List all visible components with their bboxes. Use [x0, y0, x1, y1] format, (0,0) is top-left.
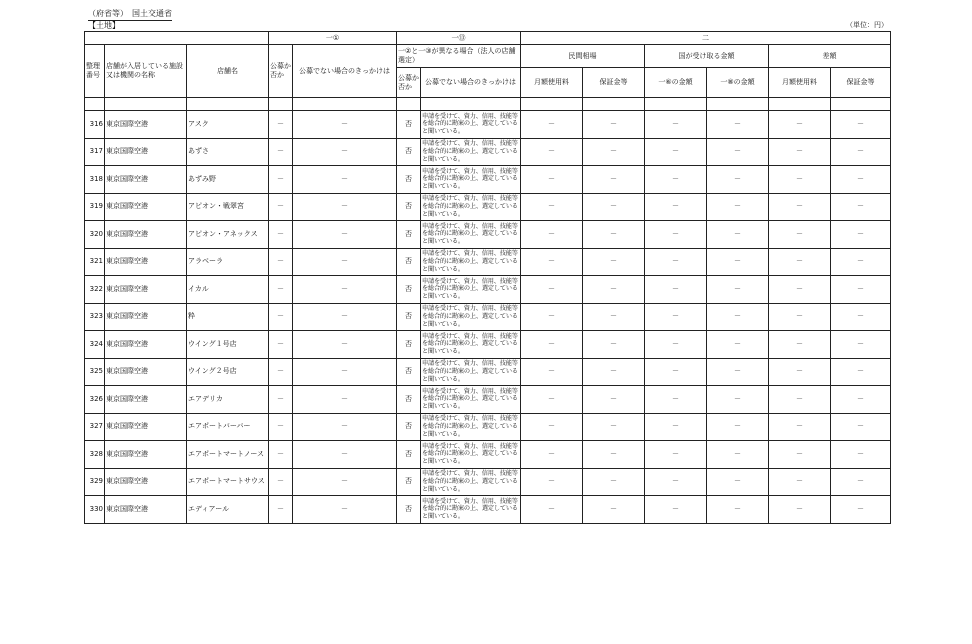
row-number: 328	[85, 441, 105, 469]
table-row	[85, 111, 891, 139]
header-reason-not-open2: 公募でない場合のきっかけは	[421, 68, 521, 98]
row-deposit2: －	[831, 496, 891, 524]
row-monthly-fee: －	[521, 386, 583, 414]
row-amount6: －	[645, 358, 707, 386]
header-facility: 店舗が入居している施設又は機関の名称	[105, 45, 187, 98]
header-group2: 二	[521, 32, 891, 45]
row-reason2: 申請を受けて、資力、信用、技能等を総合的に勘案の上、選定していると聞いている。	[421, 496, 521, 524]
row-deposit2: －	[831, 386, 891, 414]
row-reason: －	[293, 111, 397, 139]
row-amount8: －	[707, 358, 769, 386]
row-amount8: －	[707, 248, 769, 276]
row-amount8: －	[707, 303, 769, 331]
row-open-recruit: －	[269, 468, 293, 496]
row-monthly-fee: －	[521, 413, 583, 441]
header-state-receipt: 国が受け取る金額	[645, 45, 769, 68]
header-amount8: 一⑧の金額	[707, 68, 769, 98]
row-store-name: 粋	[187, 303, 269, 331]
row-open-recruit2: 否	[397, 276, 421, 304]
table-row	[85, 468, 891, 496]
row-number: 326	[85, 386, 105, 414]
row-amount8: －	[707, 166, 769, 194]
table-row	[85, 331, 891, 359]
row-facility: 東京国際空港	[105, 276, 187, 304]
row-reason2: 申請を受けて、資力、信用、技能等を総合的に勘案の上、選定していると聞いている。	[421, 138, 521, 166]
row-monthly-fee: －	[521, 248, 583, 276]
row-amount6: －	[645, 303, 707, 331]
row-monthly-fee: －	[521, 358, 583, 386]
row-deposit2: －	[831, 303, 891, 331]
row-number: 324	[85, 331, 105, 359]
header-group1: 一①	[269, 32, 397, 45]
row-open-recruit2: 否	[397, 193, 421, 221]
row-amount6: －	[645, 138, 707, 166]
row-monthly-fee: －	[521, 441, 583, 469]
row-amount6: －	[645, 221, 707, 249]
row-amount6: －	[645, 386, 707, 414]
row-open-recruit2: 否	[397, 496, 421, 524]
row-open-recruit2: 否	[397, 111, 421, 139]
row-monthly-fee: －	[521, 468, 583, 496]
row-reason: －	[293, 413, 397, 441]
row-reason: －	[293, 221, 397, 249]
header-open-recruit: 公募か否か	[269, 45, 293, 98]
row-reason: －	[293, 496, 397, 524]
row-number: 329	[85, 468, 105, 496]
row-reason2: 申請を受けて、資力、信用、技能等を総合的に勘案の上、選定していると聞いている。	[421, 413, 521, 441]
store-table	[84, 31, 891, 524]
row-amount6: －	[645, 331, 707, 359]
row-deposit2: －	[831, 248, 891, 276]
row-store-name: エアポートマートノース	[187, 441, 269, 469]
row-monthly-fee: －	[521, 111, 583, 139]
row-store-name: アラベーラ	[187, 248, 269, 276]
row-deposit2: －	[831, 138, 891, 166]
row-open-recruit2: 否	[397, 303, 421, 331]
row-reason2: 申請を受けて、資力、信用、技能等を総合的に勘案の上、選定していると聞いている。	[421, 276, 521, 304]
row-open-recruit: －	[269, 496, 293, 524]
row-deposit2: －	[831, 468, 891, 496]
row-number: 321	[85, 248, 105, 276]
row-monthly-fee2: －	[769, 166, 831, 194]
row-deposit: －	[583, 386, 645, 414]
header-deposit: 保証金等	[583, 68, 645, 98]
row-store-name: エディアール	[187, 496, 269, 524]
table-row	[85, 413, 891, 441]
row-monthly-fee2: －	[769, 358, 831, 386]
row-deposit2: －	[831, 331, 891, 359]
row-amount8: －	[707, 386, 769, 414]
header-market: 民間相場	[521, 45, 645, 68]
row-deposit: －	[583, 111, 645, 139]
row-monthly-fee: －	[521, 193, 583, 221]
row-number: 317	[85, 138, 105, 166]
row-open-recruit: －	[269, 303, 293, 331]
row-deposit2: －	[831, 358, 891, 386]
row-monthly-fee2: －	[769, 138, 831, 166]
row-monthly-fee: －	[521, 303, 583, 331]
row-open-recruit: －	[269, 441, 293, 469]
table-row	[85, 193, 891, 221]
row-number: 316	[85, 111, 105, 139]
row-deposit: －	[583, 166, 645, 194]
row-open-recruit: －	[269, 166, 293, 194]
row-reason2: 申請を受けて、資力、信用、技能等を総合的に勘案の上、選定していると聞いている。	[421, 386, 521, 414]
row-store-name: イカル	[187, 276, 269, 304]
row-monthly-fee2: －	[769, 441, 831, 469]
row-open-recruit: －	[269, 276, 293, 304]
table-row	[85, 276, 891, 304]
row-deposit2: －	[831, 441, 891, 469]
row-deposit2: －	[831, 166, 891, 194]
row-monthly-fee2: －	[769, 468, 831, 496]
row-reason2: 申請を受けて、資力、信用、技能等を総合的に勘案の上、選定していると聞いている。	[421, 358, 521, 386]
row-facility: 東京国際空港	[105, 358, 187, 386]
row-open-recruit2: 否	[397, 358, 421, 386]
row-store-name: アスク	[187, 111, 269, 139]
table-row	[85, 441, 891, 469]
header-monthly-fee2: 月額使用料	[769, 68, 831, 98]
row-reason2: 申請を受けて、資力、信用、技能等を総合的に勘案の上、選定していると聞いている。	[421, 111, 521, 139]
row-store-name: アピオン・戦翠宮	[187, 193, 269, 221]
row-store-name: エアポートバーバー	[187, 413, 269, 441]
table-body	[85, 111, 891, 524]
row-number: 327	[85, 413, 105, 441]
row-amount8: －	[707, 138, 769, 166]
row-open-recruit2: 否	[397, 413, 421, 441]
row-monthly-fee2: －	[769, 276, 831, 304]
row-facility: 東京国際空港	[105, 248, 187, 276]
row-reason2: 申請を受けて、資力、信用、技能等を総合的に勘案の上、選定していると聞いている。	[421, 441, 521, 469]
row-open-recruit: －	[269, 358, 293, 386]
header-subgroup-diff: 一②と一③が異なる場合（法人の店舗選定）	[397, 45, 521, 68]
row-reason2: 申請を受けて、資力、信用、技能等を総合的に勘案の上、選定していると聞いている。	[421, 468, 521, 496]
row-open-recruit2: 否	[397, 331, 421, 359]
row-number: 320	[85, 221, 105, 249]
row-reason: －	[293, 193, 397, 221]
header-difference: 差額	[769, 45, 891, 68]
row-monthly-fee2: －	[769, 331, 831, 359]
row-monthly-fee: －	[521, 221, 583, 249]
row-number: 323	[85, 303, 105, 331]
row-monthly-fee2: －	[769, 303, 831, 331]
row-open-recruit: －	[269, 111, 293, 139]
row-amount6: －	[645, 111, 707, 139]
row-deposit: －	[583, 441, 645, 469]
row-store-name: あずみ野	[187, 166, 269, 194]
row-amount8: －	[707, 413, 769, 441]
row-amount8: －	[707, 111, 769, 139]
row-amount6: －	[645, 496, 707, 524]
row-facility: 東京国際空港	[105, 496, 187, 524]
row-monthly-fee2: －	[769, 386, 831, 414]
row-reason: －	[293, 331, 397, 359]
row-number: 325	[85, 358, 105, 386]
category-label: 【土地】	[88, 21, 120, 30]
row-open-recruit: －	[269, 248, 293, 276]
row-reason: －	[293, 386, 397, 414]
row-deposit2: －	[831, 221, 891, 249]
row-open-recruit2: 否	[397, 221, 421, 249]
row-facility: 東京国際空港	[105, 111, 187, 139]
row-monthly-fee2: －	[769, 413, 831, 441]
row-store-name: ウイング１号店	[187, 331, 269, 359]
row-facility: 東京国際空港	[105, 193, 187, 221]
header-reason-not-open: 公募でない場合のきっかけは	[293, 45, 397, 98]
table-row	[85, 303, 891, 331]
row-monthly-fee2: －	[769, 193, 831, 221]
row-amount8: －	[707, 468, 769, 496]
unit-label: （単位：円）	[846, 21, 888, 29]
table-row	[85, 138, 891, 166]
row-amount8: －	[707, 221, 769, 249]
row-open-recruit: －	[269, 413, 293, 441]
row-monthly-fee2: －	[769, 221, 831, 249]
row-monthly-fee: －	[521, 331, 583, 359]
row-monthly-fee: －	[521, 276, 583, 304]
row-deposit: －	[583, 276, 645, 304]
header-monthly-fee: 月額使用料	[521, 68, 583, 98]
row-deposit: －	[583, 413, 645, 441]
row-reason2: 申請を受けて、資力、信用、技能等を総合的に勘案の上、選定していると聞いている。	[421, 193, 521, 221]
row-monthly-fee2: －	[769, 111, 831, 139]
row-open-recruit2: 否	[397, 248, 421, 276]
row-open-recruit2: 否	[397, 468, 421, 496]
row-reason2: 申請を受けて、資力、信用、技能等を総合的に勘案の上、選定していると聞いている。	[421, 221, 521, 249]
row-facility: 東京国際空港	[105, 468, 187, 496]
row-amount6: －	[645, 441, 707, 469]
row-reason: －	[293, 303, 397, 331]
row-deposit: －	[583, 221, 645, 249]
row-open-recruit2: 否	[397, 386, 421, 414]
row-amount6: －	[645, 166, 707, 194]
row-open-recruit2: 否	[397, 166, 421, 194]
row-deposit: －	[583, 358, 645, 386]
header-amount6: 一⑥の金額	[645, 68, 707, 98]
row-deposit2: －	[831, 413, 891, 441]
row-amount8: －	[707, 496, 769, 524]
header-empty	[85, 32, 269, 45]
row-reason: －	[293, 166, 397, 194]
row-amount8: －	[707, 193, 769, 221]
row-facility: 東京国際空港	[105, 138, 187, 166]
header-group13: 一⑬	[397, 32, 521, 45]
row-amount6: －	[645, 248, 707, 276]
row-deposit2: －	[831, 111, 891, 139]
row-monthly-fee2: －	[769, 248, 831, 276]
row-deposit2: －	[831, 276, 891, 304]
row-deposit: －	[583, 468, 645, 496]
row-deposit: －	[583, 248, 645, 276]
row-number: 318	[85, 166, 105, 194]
row-deposit: －	[583, 496, 645, 524]
row-facility: 東京国際空港	[105, 331, 187, 359]
row-amount6: －	[645, 413, 707, 441]
row-reason: －	[293, 138, 397, 166]
table-row	[85, 496, 891, 524]
row-monthly-fee: －	[521, 166, 583, 194]
row-reason: －	[293, 358, 397, 386]
row-open-recruit: －	[269, 331, 293, 359]
row-store-name: エアポートマートサウス	[187, 468, 269, 496]
row-number: 319	[85, 193, 105, 221]
header-store: 店舗名	[187, 45, 269, 98]
row-reason2: 申請を受けて、資力、信用、技能等を総合的に勘案の上、選定していると聞いている。	[421, 248, 521, 276]
row-amount6: －	[645, 193, 707, 221]
header-deposit2: 保証金等	[831, 68, 891, 98]
table-row	[85, 166, 891, 194]
row-facility: 東京国際空港	[105, 413, 187, 441]
row-amount8: －	[707, 276, 769, 304]
row-open-recruit: －	[269, 138, 293, 166]
row-number: 330	[85, 496, 105, 524]
table-row	[85, 221, 891, 249]
row-deposit: －	[583, 193, 645, 221]
row-open-recruit2: 否	[397, 138, 421, 166]
row-monthly-fee: －	[521, 138, 583, 166]
row-monthly-fee2: －	[769, 496, 831, 524]
row-open-recruit: －	[269, 221, 293, 249]
row-reason: －	[293, 276, 397, 304]
row-reason: －	[293, 441, 397, 469]
row-store-name: アピオン・アネックス	[187, 221, 269, 249]
row-number: 322	[85, 276, 105, 304]
table-row	[85, 248, 891, 276]
row-amount6: －	[645, 276, 707, 304]
row-facility: 東京国際空港	[105, 386, 187, 414]
row-deposit2: －	[831, 193, 891, 221]
ministry-label: （府省等） 国土交通省	[88, 8, 172, 21]
row-amount8: －	[707, 331, 769, 359]
row-deposit: －	[583, 138, 645, 166]
row-store-name: あずさ	[187, 138, 269, 166]
row-reason2: 申請を受けて、資力、信用、技能等を総合的に勘案の上、選定していると聞いている。	[421, 303, 521, 331]
row-store-name: エアデリカ	[187, 386, 269, 414]
row-deposit: －	[583, 331, 645, 359]
row-open-recruit: －	[269, 386, 293, 414]
row-facility: 東京国際空港	[105, 441, 187, 469]
table-row	[85, 358, 891, 386]
row-reason2: 申請を受けて、資力、信用、技能等を総合的に勘案の上、選定していると聞いている。	[421, 331, 521, 359]
row-facility: 東京国際空港	[105, 303, 187, 331]
row-amount6: －	[645, 468, 707, 496]
header-seq: 整理番号	[85, 45, 105, 98]
row-open-recruit: －	[269, 193, 293, 221]
row-open-recruit2: 否	[397, 441, 421, 469]
row-facility: 東京国際空港	[105, 166, 187, 194]
row-facility: 東京国際空港	[105, 221, 187, 249]
row-monthly-fee: －	[521, 496, 583, 524]
row-reason: －	[293, 248, 397, 276]
row-store-name: ウイング２号店	[187, 358, 269, 386]
row-amount8: －	[707, 441, 769, 469]
table-row	[85, 386, 891, 414]
row-reason: －	[293, 468, 397, 496]
header-open-recruit2: 公募か否か	[397, 68, 421, 98]
row-deposit: －	[583, 303, 645, 331]
row-reason2: 申請を受けて、資力、信用、技能等を総合的に勘案の上、選定していると聞いている。	[421, 166, 521, 194]
